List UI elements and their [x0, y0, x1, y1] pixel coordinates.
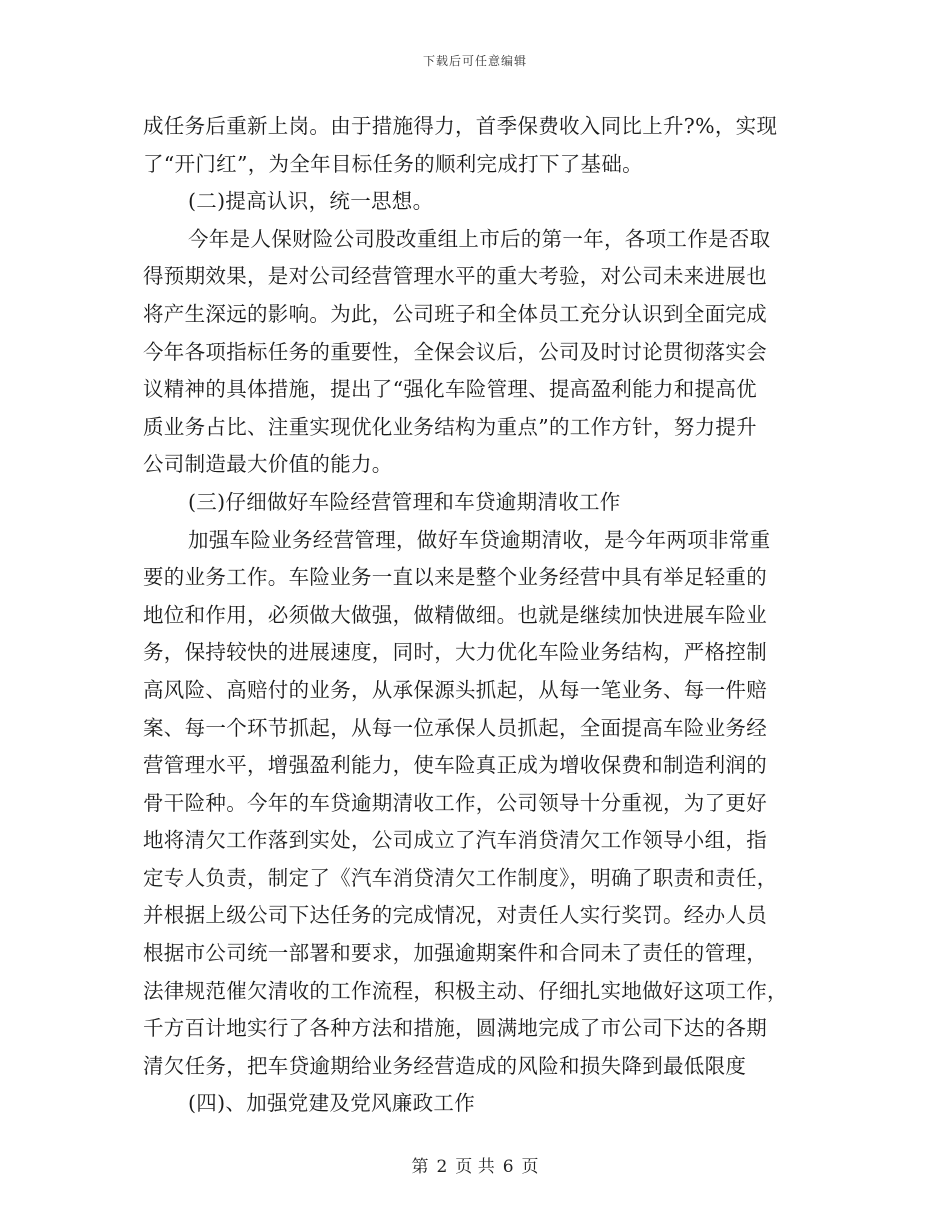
text-line: 质业务占比、注重实现优化业务结构为重点”的工作方针，努力提升 — [143, 414, 757, 439]
text-line: (四)、加强党建及党风廉政工作 — [188, 1091, 475, 1116]
text-line: 地将清欠工作落到实处，公司成立了汽车消贷清欠工作领导小组，指 — [143, 828, 767, 853]
text-line: 议精神的具体措施，提出了“强化车险管理、提高盈利能力和提高优 — [143, 377, 757, 402]
text-line: 案、每一个环节抓起，从每一位承保人员抓起，全面提高车险业务经 — [143, 715, 767, 740]
text-line: 高风险、高赔付的业务，从承保源头抓起，从每一笔业务、每一件赔 — [143, 677, 767, 702]
text-line: 定专人负责，制定了《汽车消贷清欠工作制度》，明确了职责和责任， — [143, 865, 778, 890]
text-line: 地位和作用，必须做大做强，做精做细。也就是继续加快进展车险业 — [143, 602, 767, 627]
text-line: 成任务后重新上岗。由于措施得力，首季保费收入同比上升?%，实现 — [143, 114, 778, 138]
text-line: 得预期效果，是对公司经营管理水平的重大考验，对公司未来进展也 — [143, 264, 767, 289]
page-header: 下载后可任意编辑 — [422, 54, 527, 68]
text-line: 今年是人保财险公司股改重组上市后的第一年，各项工作是否取 — [188, 226, 771, 251]
text-line: 根据市公司统一部署和要求，加强逾期案件和合同未了责任的管理， — [143, 941, 767, 966]
text-line: 骨干险种。今年的车贷逾期清收工作，公司领导十分重视，为了更好 — [143, 790, 767, 815]
footer-page-number: 2 — [436, 1157, 448, 1177]
page-footer — [0, 1152, 950, 1177]
text-line: 今年各项指标任务的重要性，全保会议后，公司及时讨论贯彻落实会 — [143, 339, 767, 364]
text-line: 清欠任务，把车贷逾期给业务经营造成的风险和损失降到最低限度 — [143, 1053, 747, 1078]
text-line: 了“开门红”，为全年目标任务的顺利完成打下了基础。 — [143, 151, 643, 176]
text-line: 将产生深远的影响。为此，公司班子和全体员工充分认识到全面完成 — [143, 301, 767, 326]
footer-mid: 页 共 — [455, 1157, 495, 1177]
text-line: 要的业务工作。车险业务一直以来是整个业务经营中具有举足轻重的 — [143, 565, 767, 590]
text-line: 加强车险业务经营管理，做好车贷逾期清收，是今年两项非常重 — [188, 527, 771, 552]
text-line: 公司制造最大价值的能力。 — [143, 452, 393, 477]
text-line: 并根据上级公司下达任务的完成情况，对责任人实行奖罚。经办人员 — [143, 903, 767, 928]
text-line: 法律规范催欠清收的工作流程，积极主动、仔细扎实地做好这项工作， — [143, 978, 788, 1003]
text-line: 营管理水平，增强盈利能力，使车险真正成为增收保费和制造利润的 — [143, 753, 767, 778]
footer-total-pages: 6 — [502, 1157, 514, 1177]
footer-suffix: 页 — [521, 1157, 539, 1177]
text-line: 务，保持较快的进展速度，同时，大力优化车险业务结构，严格控制 — [143, 640, 767, 665]
text-line: (二)提高认识，统一思想。 — [188, 189, 434, 214]
footer-prefix: 第 — [411, 1157, 429, 1177]
text-line: (三)仔细做好车险经营管理和车贷逾期清收工作 — [188, 489, 621, 514]
text-line: 千方百计地实行了各种方法和措施，圆满地完成了市公司下达的各期 — [143, 1016, 767, 1041]
document-body — [143, 108, 807, 1123]
